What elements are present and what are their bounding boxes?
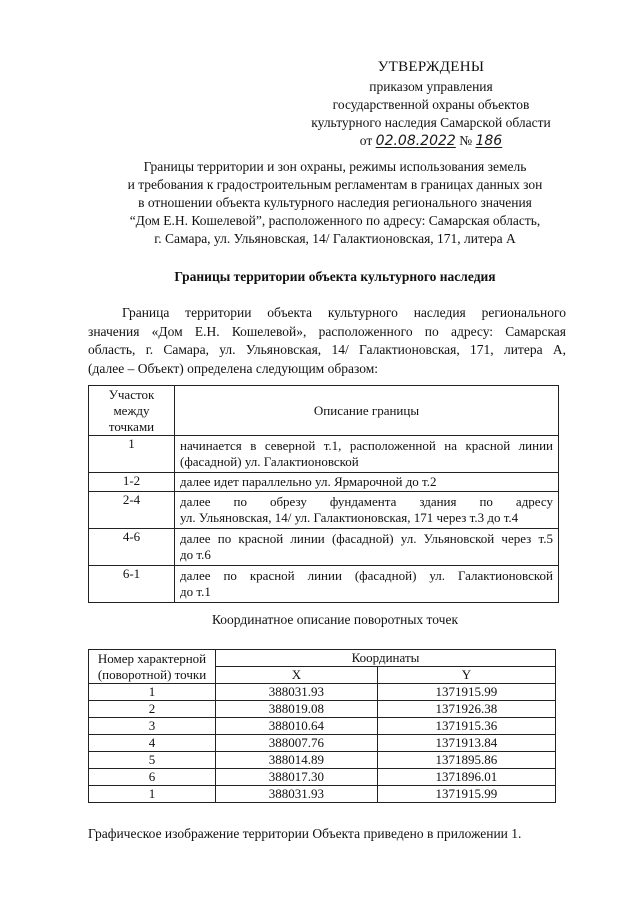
header-text: (поворотной) точки xyxy=(97,666,207,682)
desc-line: далее идет параллельно ул. Ярмарочной до т.2 xyxy=(180,474,437,489)
y-cell: 1371896.01 xyxy=(377,769,555,786)
x-cell: 388014.89 xyxy=(216,752,378,769)
coordinates-body xyxy=(89,684,556,803)
table-row xyxy=(89,786,556,803)
table-row xyxy=(89,436,559,473)
description-cell xyxy=(175,566,559,603)
desc-line: до т.6 xyxy=(180,547,211,562)
approval-number: 186 xyxy=(475,133,503,149)
intro-paragraph xyxy=(88,304,566,378)
section-title: Границы территории объекта культурного наследия xyxy=(174,269,496,284)
approval-block xyxy=(300,58,562,150)
y-cell: 1371926.38 xyxy=(377,701,555,718)
description-cell xyxy=(175,529,559,566)
table-row xyxy=(89,566,559,603)
paragraph-line: (далее – Объект) определена следующим образом: xyxy=(88,360,379,376)
y-cell: 1371913.84 xyxy=(377,735,555,752)
point-cell: 1 xyxy=(89,684,216,701)
point-cell: 5 xyxy=(89,752,216,769)
approval-date-line xyxy=(300,132,562,150)
x-cell: 388007.76 xyxy=(216,735,378,752)
segment-cell: 1 xyxy=(89,436,175,473)
table-row xyxy=(89,752,556,769)
coord-title: Координатное описание поворотных точек xyxy=(211,612,459,627)
approval-line-3: культурного наследия Самарской области xyxy=(311,115,551,130)
x-cell: 388031.93 xyxy=(216,786,378,803)
boundary-table xyxy=(88,385,559,603)
coordinates-header: Координаты xyxy=(216,650,556,667)
header-text: между xyxy=(113,402,150,418)
x-cell: 388031.93 xyxy=(216,684,378,701)
segment-cell: 2-4 xyxy=(89,492,175,529)
document-title xyxy=(100,158,570,248)
approval-line-1: приказом управления xyxy=(369,79,493,94)
y-cell: 1371915.36 xyxy=(377,718,555,735)
table-row xyxy=(89,718,556,735)
x-header: X xyxy=(216,667,378,684)
paragraph-line: Граница территории объекта культурного наследия регионального xyxy=(122,305,566,320)
point-cell: 4 xyxy=(89,735,216,752)
table-row xyxy=(89,701,556,718)
table-row xyxy=(89,769,556,786)
desc-line: далее по обрезу фундамента здания по адресу xyxy=(180,494,553,509)
header-text: Номер характерной xyxy=(97,650,207,666)
paragraph-line: значения «Дом Е.Н. Кошелевой», расположенного по адресу: Самарская xyxy=(88,323,566,339)
table-row xyxy=(89,684,556,701)
y-cell: 1371915.99 xyxy=(377,786,555,803)
desc-line: до т.1 xyxy=(180,584,211,599)
segment-cell: 6-1 xyxy=(89,566,175,603)
point-cell: 3 xyxy=(89,718,216,735)
desc-line: далее по красной линии (фасадной) ул. Ульяновской через т.5 xyxy=(180,531,553,546)
desc-line: (фасадной) ул. Галактионовской xyxy=(180,454,359,469)
desc-line: далее по красной линии (фасадной) ул. Галактионовской xyxy=(180,568,553,583)
table-row xyxy=(89,735,556,752)
x-cell: 388017.30 xyxy=(216,769,378,786)
desc-line: начинается в северной т.1, расположенной на красной линии xyxy=(180,438,553,453)
approval-date: 02.08.2022 xyxy=(375,133,456,149)
point-cell: 6 xyxy=(89,769,216,786)
title-line: “Дом Е.Н. Кошелевой”, расположенного по адресу: Самарская область, xyxy=(129,213,541,228)
approval-heading: УТВЕРЖДЕНЫ xyxy=(377,59,485,75)
title-line: и требования к градостроительным регламентам в границах данных зон xyxy=(127,177,543,192)
coordinates-table xyxy=(88,649,556,803)
approval-line-2: государственной охраны объектов xyxy=(332,97,530,112)
point-cell: 2 xyxy=(89,701,216,718)
table-row xyxy=(89,492,559,529)
segment-cell: 4-6 xyxy=(89,529,175,566)
segment-header xyxy=(89,386,175,436)
table-row xyxy=(89,529,559,566)
y-header: Y xyxy=(377,667,555,684)
description-cell xyxy=(175,436,559,473)
header-text: Участок xyxy=(108,386,155,402)
from-label: от xyxy=(359,133,373,148)
title-line: Границы территории и зон охраны, режимы использования земель xyxy=(143,159,527,174)
description-cell xyxy=(175,492,559,529)
point-cell: 1 xyxy=(89,786,216,803)
title-line: г. Самара, ул. Ульяновская, 14/ Галактионовская, 171, литера А xyxy=(154,231,516,246)
point-header xyxy=(89,650,216,684)
paragraph-line: область, г. Самара, ул. Ульяновская, 14/ Галактионовская, 171, литера А, xyxy=(88,342,566,357)
x-cell: 388019.08 xyxy=(216,701,378,718)
description-header: Описание границы xyxy=(175,386,559,436)
description-cell xyxy=(175,473,559,492)
table-row xyxy=(89,473,559,492)
y-cell: 1371895.86 xyxy=(377,752,555,769)
segment-cell: 1-2 xyxy=(89,473,175,492)
number-label: № xyxy=(459,133,473,148)
x-cell: 388010.64 xyxy=(216,718,378,735)
header-text: точками xyxy=(108,418,155,434)
table-header-row xyxy=(89,650,556,667)
footer-text: Графическое изображение территории Объекта приведено в приложении 1. xyxy=(88,826,522,841)
desc-line: ул. Ульяновская, 14/ ул. Галактионовская, 171 через т.3 до т.4 xyxy=(180,510,519,525)
y-cell: 1371915.99 xyxy=(377,684,555,701)
table-header-row xyxy=(89,386,559,436)
title-line: в отношении объекта культурного наследия регионального значения xyxy=(138,195,532,210)
